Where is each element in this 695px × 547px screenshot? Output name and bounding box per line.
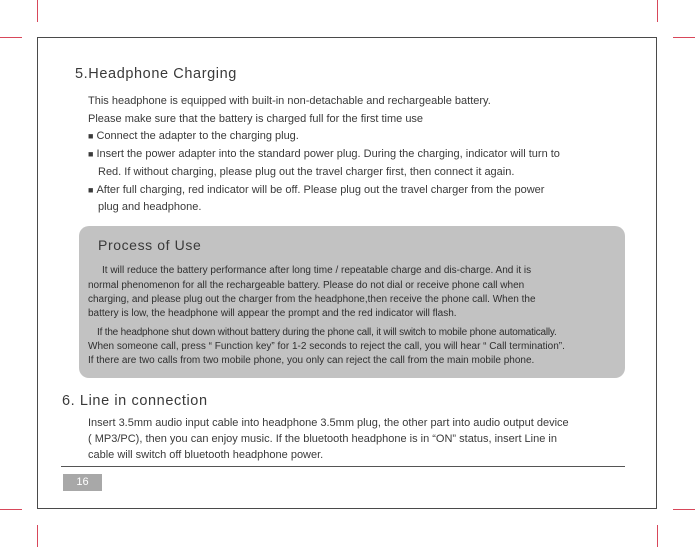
list-item-continuation: Red. If without charging, please plug out the travel charger first, then connect it again.	[98, 166, 515, 178]
page-number-badge: 16	[63, 474, 102, 491]
crop-mark	[673, 37, 695, 38]
process-of-use-title: Process of Use	[98, 237, 202, 253]
crop-mark	[37, 525, 38, 547]
paragraph-line: cable will switch off bluetooth headphone power.	[88, 449, 324, 461]
list-item-text: Insert the power adapter into the standard power plug. During the charging, indicator will turn to	[96, 148, 560, 160]
paragraph-line: This headphone is equipped with built-in non-detachable and rechargeable battery.	[88, 95, 491, 107]
crop-mark	[657, 0, 658, 22]
bullet-square-icon: ■	[88, 131, 94, 141]
list-item	[88, 184, 544, 196]
list-item-text: After full charging, red indicator will be off. Please plug out the travel charger from the power	[96, 184, 545, 196]
process-text-line: If there are two calls from two mobile phone, you only can reject the call from the main mobile phone.	[88, 355, 535, 366]
list-item	[88, 148, 560, 160]
list-item-continuation: plug and headphone.	[98, 201, 202, 213]
process-text-line: When someone call, press “ Function key” for 1-2 seconds to reject the call, you will hear “ Call termination”.	[88, 341, 565, 352]
crop-mark	[673, 509, 695, 510]
section-heading-line-in: 6. Line in connection	[62, 393, 208, 409]
crop-mark	[657, 525, 658, 547]
process-text-line: normal phenomenon for all the rechargeable battery. Please do not dial or receive phone call when	[88, 280, 525, 291]
process-text-line: battery is low, the headphone will appear the prompt and the red indicator will flash.	[88, 308, 457, 319]
paragraph-line: ( MP3/PC), then you can enjoy music. If the bluetooth headphone is in “ON” status, insert Line in	[88, 433, 557, 445]
crop-mark	[0, 509, 22, 510]
paragraph-line: Insert 3.5mm audio input cable into headphone 3.5mm plug, the other part into audio output device	[88, 417, 569, 429]
crop-mark	[37, 0, 38, 22]
bullet-square-icon: ■	[88, 149, 94, 159]
process-text-line: If the headphone shut down without battery during the phone call, it will switch to mobile phone automatically.	[97, 327, 557, 338]
section-heading-charging: 5.Headphone Charging	[75, 66, 237, 82]
list-item-text: Connect the adapter to the charging plug.	[96, 130, 299, 142]
bullet-square-icon: ■	[88, 185, 94, 195]
list-item	[88, 130, 299, 142]
process-text-line: It will reduce the battery performance after long time / repeatable charge and dis-charge. And it is	[102, 265, 532, 276]
process-text-line: charging, and please plug out the charger from the headphone,then receive the phone call. When the	[88, 294, 536, 305]
footer-divider	[61, 466, 625, 467]
paragraph-line: Please make sure that the battery is charged full for the first time use	[88, 113, 424, 125]
crop-mark	[0, 37, 22, 38]
